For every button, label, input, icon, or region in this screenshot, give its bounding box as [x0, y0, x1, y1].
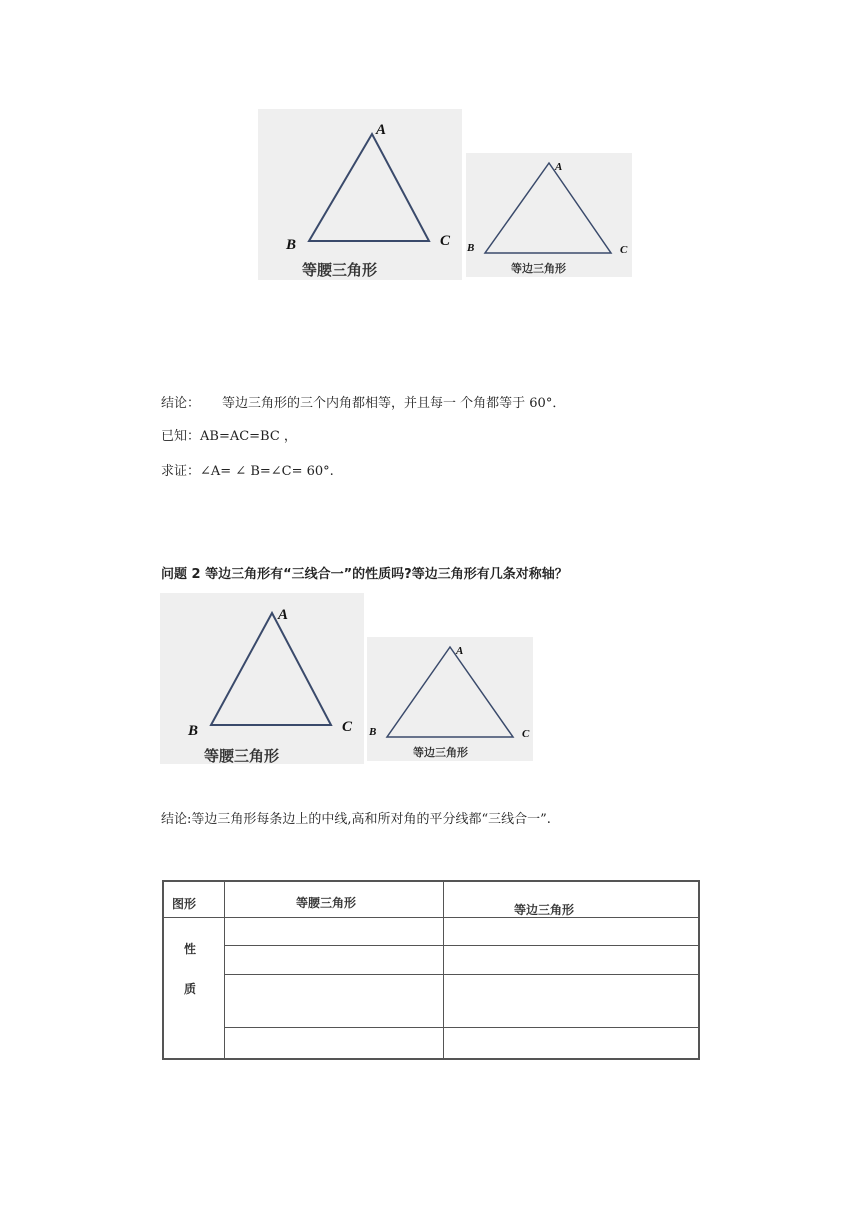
comparison-table: [162, 880, 700, 1060]
vertex-c-label: C: [522, 728, 530, 740]
vertex-c-label: C: [620, 244, 628, 256]
prove-statement: 求证：∠A= ∠ B=∠C= 60°.: [161, 464, 334, 479]
vertex-a-label: A: [278, 607, 289, 623]
vertex-c-label: C: [440, 233, 451, 249]
isosceles-figure-mid: [160, 593, 364, 764]
equilateral-figure-mid: [367, 637, 533, 761]
vertex-a-label: A: [376, 122, 387, 138]
isosceles-figure-top: [258, 109, 462, 280]
equilateral-triangle-shape: [485, 163, 611, 253]
vertex-a-label: A: [555, 161, 563, 173]
equilateral-figure-top: [466, 153, 632, 277]
isosceles-caption: 等腰三角形: [204, 747, 280, 764]
equilateral-triangle-shape: [387, 647, 513, 737]
conclusion-2: 结论:等边三角形每条边上的中线,高和所对角的平分线都“三线合一”.: [161, 812, 551, 827]
conclusion-label: 结论：: [161, 396, 201, 411]
row-label-property-1: 性: [184, 942, 197, 956]
question-2-title: 问题 2 等边三角形有“三线合一”的性质吗?等边三角形有几条对称轴？: [161, 567, 568, 582]
vertex-b-label: B: [467, 242, 475, 254]
vertex-b-label: B: [188, 723, 199, 739]
isosceles-triangle-shape: [309, 134, 429, 241]
conclusion-text: 等边三角形的三个内角都相等，并且每一 个角都等于 60°．: [222, 396, 566, 411]
vertex-c-label: C: [342, 719, 353, 735]
equilateral-caption: 等边三角形: [511, 262, 566, 275]
isosceles-triangle-shape: [211, 613, 331, 725]
vertex-b-label: B: [369, 726, 377, 738]
conclusion-1: [161, 395, 565, 413]
header-equilateral: 等边三角形: [514, 903, 575, 917]
given-statement: 已知：AB=AC=BC ，: [161, 429, 297, 444]
header-shape: 图形: [172, 897, 197, 911]
isosceles-caption: 等腰三角形: [302, 261, 378, 279]
row-label-property-2: 质: [184, 982, 197, 996]
equilateral-caption: 等边三角形: [413, 746, 468, 759]
vertex-b-label: B: [286, 237, 297, 253]
header-isosceles: 等腰三角形: [296, 896, 357, 910]
vertex-a-label: A: [456, 645, 464, 657]
